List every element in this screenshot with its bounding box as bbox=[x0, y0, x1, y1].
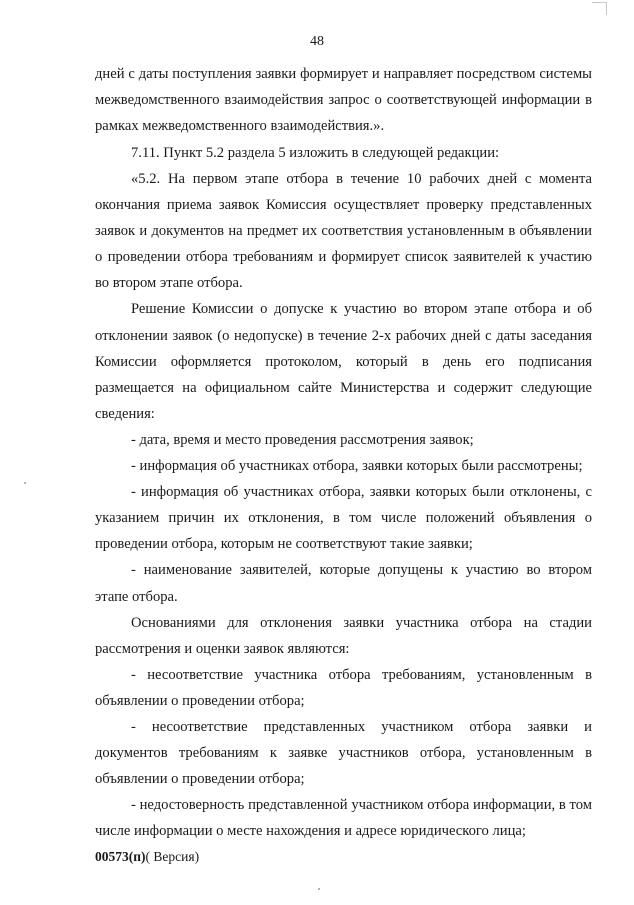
list-item-documents-mismatch: - несоответствие представленных участником отбора заявки и документов требованиям к заявке участников отбора, установленным в объявлении о проведении отбора; bbox=[95, 718, 592, 788]
paragraph-rejection-grounds: Основаниями для отклонения заявки участника отбора на стадии рассмотрения и оценки заявок являются: bbox=[95, 614, 592, 657]
document-code: 00573(п) bbox=[95, 849, 146, 864]
list-item-false-information: - недостоверность представленной участником отбора информации, в том числе информации о месте нахождения и адресе юридического лица; bbox=[95, 797, 592, 840]
list-item-date-time-place: - дата, время и место проведения рассмотрения заявок; bbox=[131, 431, 474, 448]
document-footer bbox=[95, 848, 199, 866]
page-number: 48 bbox=[310, 34, 324, 49]
scan-speck bbox=[24, 482, 26, 484]
list-item-reviewed-participants: - информация об участниках отбора, заявки которых были рассмотрены; bbox=[131, 458, 583, 475]
list-item-participant-mismatch: - несоответствие участника отбора требованиям, установленным в объявлении о проведении отбора; bbox=[95, 666, 592, 709]
document-body-top bbox=[95, 61, 592, 139]
amendment-heading: 7.11. Пункт 5.2 раздела 5 изложить в следующей редакции: bbox=[131, 145, 500, 161]
scan-speck bbox=[318, 888, 320, 890]
scan-corner-mark bbox=[592, 2, 607, 15]
amendment-heading-block bbox=[95, 140, 592, 166]
list-item-rejected-participants: - информация об участниках отбора, заявки которых были отклонены, с указанием причин их отклонения, в том числе положений объявления о проведении отбора, которым не соответствуют такие заявки; bbox=[95, 484, 592, 553]
paragraph-continuation: дней с даты поступления заявки формирует и направляет посредством системы межведомственного взаимодействия запрос о соответствующей информации в рамках межведомственного взаимодействия.». bbox=[95, 66, 592, 135]
paragraph-clause-5-2: «5.2. На первом этапе отбора в течение 10 рабочих дней с момента окончания приема заявок Комиссия осуществляет проверку представленных заявок и документов на предмет их соответствия установленным в объявлении о проведении отбора требованиям и формирует список заявителей к участию во втором этапе отбора. bbox=[95, 171, 592, 292]
document-body-main bbox=[95, 166, 592, 844]
document-version: ( Версия) bbox=[145, 849, 200, 864]
paragraph-commission-decision: Решение Комиссии о допуске к участию во втором этапе отбора и об отклонении заявок (о недопуске) в течение 2-х рабочих дней с даты заседания Комиссии оформляется протоколом, который в день его подписания размещается на официальном сайте Министерства и содержит следующие сведения: bbox=[95, 301, 592, 422]
list-item-admitted-applicants: - наименование заявителей, которые допущены к участию во втором этапе отбора. bbox=[95, 562, 592, 605]
